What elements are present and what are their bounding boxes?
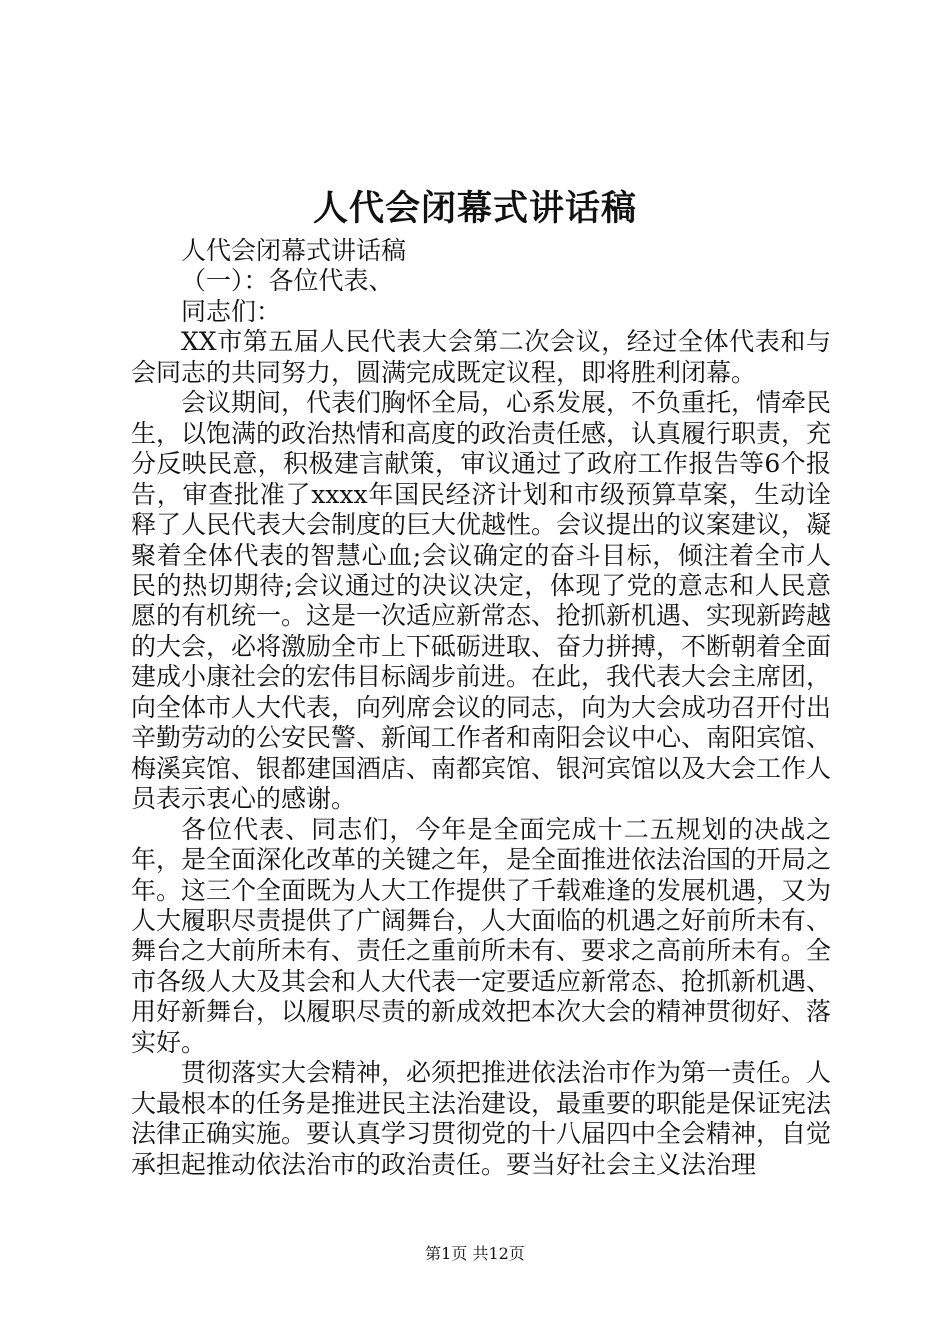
paragraph-salutation: 同志们： bbox=[181, 296, 282, 326]
paragraph-meeting-summary: 会议期间，代表们胸怀全局，心系发展，不负重托，情牵民生，以饱满的政治热情和高度的政治责任感，认真履行职责，充分反映民意，积极建言献策，审议通过了政府工作报告等6个报告，审查批准了xxxx年国民经济计划和市级预算草案，生动诠释了人民代表大会制度的巨大优越性。会议提出的议案建议，凝聚着全体代表的智慧心血;会议确定的奋斗目标，倾注着全市人民的热切期待;会议通过的决议决定，体现了党的意志和人民意愿的有机统一。这是一次适应新常态、抢抓新机遇、实现新跨越的大会，必将激励全市上下砥砺进取、奋力拼搏，不断朝着全面建成小康社会的宏伟目标阔步前进。在此，我代表大会主席团，向全体市人大代表，向列席会议的同志，向为大会成功召开付出辛勤劳动的公安民警、新闻工作者和南阳会议中心、南阳宾馆、梅溪宾馆、银都建国酒店、南都宾馆、银河宾馆以及大会工作人员表示衷心的感谢。 bbox=[131, 388, 832, 814]
document-title: 人代会闭幕式讲话稿 bbox=[312, 188, 637, 229]
paragraph-section-heading: （一）：各位代表、 bbox=[181, 266, 394, 296]
paragraph-subtitle: 人代会闭幕式讲话稿 bbox=[181, 236, 407, 265]
document-body bbox=[131, 236, 831, 1180]
paragraph-opening: XX市第五届人民代表大会第二次会议，经过全体代表和与会同志的共同努力，圆满完成既定议程，即将胜利闭幕。 bbox=[131, 327, 831, 387]
paragraph-this-year: 各位代表、同志们，今年是全面完成十二五规划的决战之年，是全面深化改革的关键之年，是全面推进依法治国的开局之年。这三个全面既为人大工作提供了千载难逢的发展机遇，又为人大履职尽责提供了广阔舞台，人大面临的机遇之好前所未有、舞台之大前所未有、责任之重前所未有、要求之高前所未有。全市各级人大及其会和人大代表一定要适应新常态、抢抓新机遇、用好新舞台，以履职尽责的新成效把本次大会的精神贯彻好、落实好。 bbox=[131, 814, 832, 1057]
paragraph-rule-of-law: 贯彻落实大会精神，必须把推进依法治市作为第一责任。人大最根本的任务是推进民主法治建设，最重要的职能是保证宪法法律正确实施。要认真学习贯彻党的十八届四中全会精神，自觉承担起推动依法治市的政治责任。要当好社会主义法治理 bbox=[131, 1058, 832, 1179]
page-number-footer: 第1页 共12页 bbox=[425, 1244, 525, 1263]
